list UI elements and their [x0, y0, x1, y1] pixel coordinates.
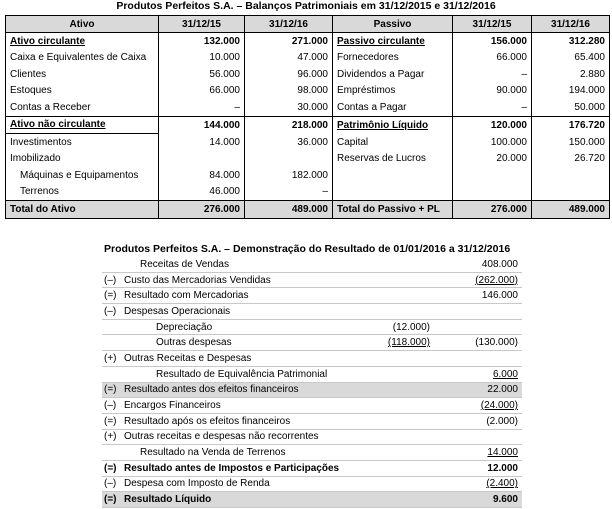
income-sign: (–) — [102, 398, 122, 414]
income-label: Outras despesas — [122, 335, 352, 351]
balance-cell: 20.000 — [453, 151, 532, 168]
income-value-total — [432, 304, 522, 320]
header-cell: Ativo — [6, 16, 159, 33]
total-cell: Total do Passivo + PL — [333, 201, 453, 219]
income-value-partial — [352, 304, 432, 320]
balance-cell: 144.000 — [159, 116, 245, 134]
income-value-total — [432, 492, 522, 508]
balance-cell: 14.000 — [159, 134, 245, 151]
income-value-partial — [352, 257, 432, 272]
income-value-partial — [352, 335, 432, 351]
balance-row — [6, 66, 610, 83]
income-value-total — [432, 413, 522, 429]
income-sign — [102, 257, 122, 272]
income-value-total — [432, 398, 522, 414]
balance-cell: 218.000 — [245, 116, 333, 134]
balance-cell: Estoques — [6, 83, 159, 100]
total-value-text: 14.000 — [487, 447, 518, 459]
income-label: Custo das Mercadorias Vendidas — [122, 272, 352, 288]
balance-cell — [532, 184, 610, 201]
balance-cell: Reservas de Lucros — [333, 151, 453, 168]
income-value-total — [432, 429, 522, 445]
balance-header-row — [6, 16, 610, 33]
header-cell: 31/12/15 — [159, 16, 245, 33]
income-sign: (+) — [102, 351, 122, 367]
income-value-total — [432, 319, 522, 335]
balance-row — [6, 116, 610, 134]
income-value-partial — [352, 366, 432, 382]
balance-cell: 150.000 — [532, 134, 610, 151]
income-value-partial — [352, 398, 432, 414]
balance-cell — [453, 167, 532, 184]
balance-cell: 176.720 — [532, 116, 610, 134]
balance-cell: 50.000 — [532, 99, 610, 116]
balance-cell — [453, 184, 532, 201]
balance-row — [6, 134, 610, 151]
income-label: Resultado antes dos efeitos financeiros — [122, 382, 352, 398]
income-row — [102, 304, 522, 320]
balance-cell — [532, 167, 610, 184]
income-label: Outras receitas e despesas não recorrentes — [122, 429, 352, 445]
income-value-total — [432, 445, 522, 461]
balance-cell: 84.000 — [159, 167, 245, 184]
income-label: Outras Receitas e Despesas — [122, 351, 352, 367]
income-label: Resultado Líquido — [122, 492, 352, 508]
income-value-partial — [352, 445, 432, 461]
balance-row — [6, 184, 610, 201]
balance-cell: Ativo não circulante — [6, 116, 159, 134]
balance-cell: 98.000 — [245, 83, 333, 100]
total-value-text: (2.000) — [486, 415, 518, 427]
partial-value-text: (118.000) — [387, 337, 430, 349]
income-sign: (–) — [102, 272, 122, 288]
income-row — [102, 257, 522, 272]
partial-value-text: (12.000) — [392, 321, 430, 333]
income-value-partial — [352, 413, 432, 429]
balance-cell: Dividendos a Pagar — [333, 66, 453, 83]
balance-cell: 182.000 — [245, 167, 333, 184]
balance-cell — [333, 167, 453, 184]
total-value-text: 6.000 — [492, 368, 518, 380]
balance-cell: 65.400 — [532, 50, 610, 67]
header-cell: Passivo — [333, 16, 453, 33]
income-sign: (=) — [102, 382, 122, 398]
income-sign: (–) — [102, 304, 122, 320]
income-sign: (–) — [102, 476, 122, 492]
income-sign: (+) — [102, 429, 122, 445]
balance-cell — [159, 151, 245, 168]
income-row — [102, 366, 522, 382]
income-value-total — [432, 351, 522, 367]
balance-cell: Terrenos — [6, 184, 159, 201]
income-label: Resultado antes de Impostos e Participações — [122, 460, 352, 476]
balance-cell: 36.000 — [245, 134, 333, 151]
total-value-text: 12.000 — [487, 462, 518, 474]
balance-cell: Fornecedores — [333, 50, 453, 67]
balance-cell: Contas a Pagar — [333, 99, 453, 116]
balance-cell: 46.000 — [159, 184, 245, 201]
header-cell: 31/12/16 — [245, 16, 333, 33]
total-value-text: 408.000 — [481, 258, 518, 270]
income-label: Receitas de Vendas — [122, 257, 352, 272]
header-cell: 31/12/16 — [532, 16, 610, 33]
total-value-text: (130.000) — [475, 337, 518, 349]
balance-cell: Clientes — [6, 66, 159, 83]
total-cell: 489.000 — [532, 201, 610, 219]
balance-cell: – — [159, 99, 245, 116]
balance-cell: Imobilizado — [6, 151, 159, 168]
balance-cell: Ativo circulante — [6, 33, 159, 50]
income-value-partial — [352, 351, 432, 367]
balance-cell: Investimentos — [6, 134, 159, 151]
balance-title: Produtos Perfeitos S.A. – Balanços Patrimoniais em 31/12/2015 e 31/12/2016 — [116, 0, 496, 12]
income-sign: (=) — [102, 460, 122, 476]
balance-cell: 26.720 — [532, 151, 610, 168]
balance-cell: 120.000 — [453, 116, 532, 134]
income-label: Despesa com Imposto de Renda — [122, 476, 352, 492]
balance-cell: 66.000 — [159, 83, 245, 100]
balance-row — [6, 33, 610, 50]
income-value-total — [432, 476, 522, 492]
income-sign — [102, 445, 122, 461]
income-row — [102, 382, 522, 398]
balance-cell: 56.000 — [159, 66, 245, 83]
income-value-partial — [352, 460, 432, 476]
income-value-total — [432, 335, 522, 351]
income-row — [102, 429, 522, 445]
income-value-total — [432, 288, 522, 304]
income-value-partial — [352, 476, 432, 492]
income-value-partial — [352, 288, 432, 304]
balance-cell: 312.280 — [532, 33, 610, 50]
balance-cell: 30.000 — [245, 99, 333, 116]
income-label: Resultado de Equivalência Patrimonial — [122, 366, 352, 382]
total-cell: 489.000 — [245, 201, 333, 219]
balance-row — [6, 83, 610, 100]
income-row — [102, 335, 522, 351]
balance-row — [6, 99, 610, 116]
total-value-text: 146.000 — [481, 290, 518, 302]
balance-row — [6, 167, 610, 184]
balance-cell: 156.000 — [453, 33, 532, 50]
income-sign — [102, 319, 122, 335]
income-label: Resultado na Venda de Terrenos — [122, 445, 352, 461]
income-value-partial — [352, 429, 432, 445]
balance-cell: Patrimônio Líquido — [333, 116, 453, 134]
income-sign — [102, 335, 122, 351]
income-row — [102, 288, 522, 304]
total-value-text: 22.000 — [487, 384, 518, 396]
total-value-text: (262.000) — [475, 274, 518, 286]
balance-cell: 2.880 — [532, 66, 610, 83]
balance-cell: 66.000 — [453, 50, 532, 67]
income-value-total — [432, 257, 522, 272]
income-value-partial — [352, 272, 432, 288]
income-label: Resultado após os efeitos financeiros — [122, 413, 352, 429]
balance-row — [6, 50, 610, 67]
balance-cell: Passivo circulante — [333, 33, 453, 50]
balance-sheet-table — [5, 15, 610, 219]
balance-cell — [333, 184, 453, 201]
balance-cell — [245, 151, 333, 168]
header-cell: 31/12/15 — [453, 16, 532, 33]
balance-cell: 96.000 — [245, 66, 333, 83]
income-row — [102, 351, 522, 367]
balance-cell: Máquinas e Equipamentos — [6, 167, 159, 184]
income-value-total — [432, 460, 522, 476]
income-value-partial — [352, 492, 432, 508]
balance-cell: 132.000 — [159, 33, 245, 50]
income-sign: (=) — [102, 288, 122, 304]
balance-row — [6, 151, 610, 168]
income-label: Depreciação — [122, 319, 352, 335]
balance-cell: – — [453, 99, 532, 116]
balance-cell: 10.000 — [159, 50, 245, 67]
balance-cell: Empréstimos — [333, 83, 453, 100]
income-label: Resultado com Mercadorias — [122, 288, 352, 304]
income-sign: (=) — [102, 492, 122, 508]
income-title: Produtos Perfeitos S.A. – Demonstração do Resultado de 01/01/2016 a 31/12/2016 — [104, 243, 511, 255]
income-value-partial — [352, 319, 432, 335]
income-value-partial — [352, 382, 432, 398]
balance-cell: Caixa e Equivalentes de Caixa — [6, 50, 159, 67]
balance-cell: 271.000 — [245, 33, 333, 50]
income-value-total — [432, 382, 522, 398]
balance-total-row — [6, 201, 610, 219]
balance-cell: Capital — [333, 134, 453, 151]
income-row — [102, 413, 522, 429]
income-sign — [102, 366, 122, 382]
income-row — [102, 445, 522, 461]
income-label: Despesas Operacionais — [122, 304, 352, 320]
income-sign: (=) — [102, 413, 122, 429]
balance-cell: – — [245, 184, 333, 201]
balance-cell: 194.000 — [532, 83, 610, 100]
income-row — [102, 492, 522, 508]
income-row — [102, 476, 522, 492]
balance-cell: – — [453, 66, 532, 83]
balance-cell: Contas a Receber — [6, 99, 159, 116]
total-cell: 276.000 — [159, 201, 245, 219]
total-value-text: 9.600 — [492, 494, 518, 506]
income-row — [102, 319, 522, 335]
income-row — [102, 398, 522, 414]
total-cell: Total do Ativo — [6, 201, 159, 219]
balance-cell: 100.000 — [453, 134, 532, 151]
total-value-text: (24.000) — [480, 400, 518, 412]
balance-cell: 47.000 — [245, 50, 333, 67]
income-value-total — [432, 366, 522, 382]
balance-cell: 90.000 — [453, 83, 532, 100]
total-cell: 276.000 — [453, 201, 532, 219]
income-statement-table — [102, 257, 522, 508]
income-value-total — [432, 272, 522, 288]
income-row — [102, 460, 522, 476]
income-row — [102, 272, 522, 288]
income-label: Encargos Financeiros — [122, 398, 352, 414]
total-value-text: (2.400) — [486, 478, 518, 490]
